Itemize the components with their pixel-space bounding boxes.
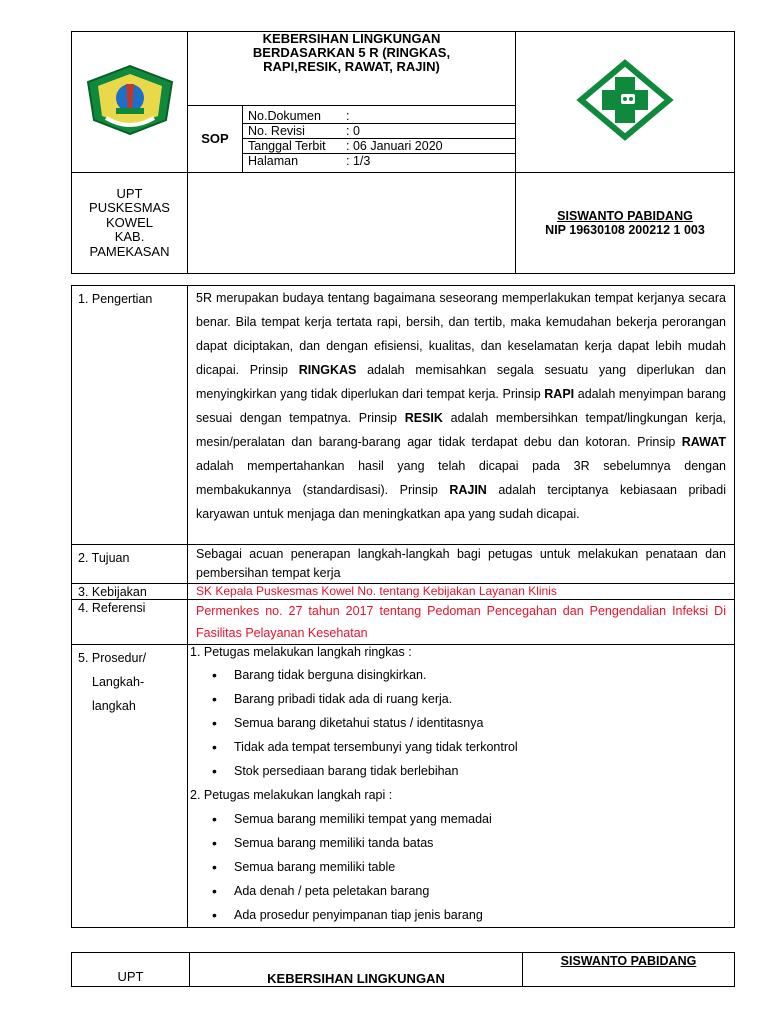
label-line: 5. Prosedur/ (78, 651, 147, 665)
list-item: • Semua barang memiliki table (210, 855, 734, 879)
meta-key: No. Revisi (248, 124, 305, 139)
principle-ringkas: RINGKAS (298, 363, 357, 377)
list-item: • Ada prosedur penyimpanan tiap jenis barang (210, 903, 734, 927)
section-row-referensi (72, 600, 735, 645)
principle-rapi: RAPI (544, 387, 575, 401)
principle-resik: RESIK (404, 411, 443, 425)
next-page-header-table (71, 952, 735, 987)
upt-line: KAB. (114, 229, 145, 245)
sop-header-table (71, 31, 735, 274)
list-item: • Ada denah / peta peletakan barang (210, 879, 734, 903)
label-line: Langkah- (92, 675, 145, 689)
upt-line: KOWEL (106, 214, 153, 230)
list-item: • Semua barang memiliki tanda batas (210, 831, 734, 855)
step-title: 1. Petugas melakukan langkah ringkas : (190, 645, 412, 659)
regency-logo-cell (72, 32, 188, 173)
meta-row (243, 124, 515, 139)
list-item: • Stok persediaan barang tidak berlebihan (210, 759, 734, 783)
text-run: 5R merupakan budaya tentang bagaimana seseorang memperlakukan tempat kerjanya secara benar. Bila tempat kerja tertata rapi, bersih, dan tertib, maka kemudahan bekerja perorangan dapat diciptakan, dan dengan efisiensi, kualitas, dan keselamatan kerja dapat lebih mudah dicapai. Prinsip (196, 291, 726, 377)
meta-value: : 06 Januari 2020 (346, 139, 443, 154)
footer-title: KEBERSIHAN LINGKUNGAN (190, 953, 523, 987)
referensi-text: Permenkes no. 27 tahun 2017 tentang Pedoman Pencegahan dan Pengendalian Infeksi Di Fasilitas Pelayanan Kesehatan (188, 600, 735, 645)
list-item: • Barang pribadi tidak ada di ruang kerja. (210, 687, 734, 711)
section-label: 1. Pengertian (72, 286, 188, 545)
footer-upt: UPT (72, 953, 190, 987)
kebijakan-text: SK Kepala Puskesmas Kowel No. tentang Kebijakan Layanan Klinis (188, 584, 735, 600)
sop-body-table (71, 285, 735, 928)
footer-signer-name: SISWANTO PABIDANG (523, 953, 735, 987)
text-run: adalah terciptanya kebiasaan pribadi karyawan untuk menjaga dan meningkatkan apa yang sudah dicapai. (196, 483, 726, 521)
text-run: adalah menyimpan barang sesuai dengan tempatnya. Prinsip (196, 387, 726, 425)
sop-label: SOP (188, 105, 243, 172)
signer-nip: NIP 19630108 200212 1 003 (545, 223, 705, 237)
section-row-tujuan (72, 545, 735, 584)
section-label: 4. Referensi (72, 600, 188, 645)
step-items (188, 663, 734, 783)
document-title (188, 32, 516, 106)
text-run: adalah mempertahankan hasil yang telah dicapai pada 3R sebelumnya dengan membakukannya (standardisasi). Prinsip (196, 459, 726, 497)
puskesmas-logo-icon (575, 59, 675, 141)
meta-row (243, 154, 515, 169)
section-row-pengertian (72, 286, 735, 545)
text-run: adalah membersihkan tempat/lingkungan kerja, mesin/peralatan dan barang-barang agar tidak terdapat debu dan kotoran. Prinsip (196, 411, 726, 449)
meta-key: Tanggal Terbit (248, 139, 326, 154)
list-item: • Semua barang diketahui status / identitasnya (210, 711, 734, 735)
section-label: 2. Tujuan (72, 545, 188, 584)
principle-rawat: RAWAT (681, 435, 726, 449)
meta-key: No.Dokumen (248, 109, 321, 124)
pengertian-text (188, 286, 735, 545)
document-meta-table (243, 109, 515, 168)
upt-line: PUSKESMAS (89, 200, 170, 216)
meta-row (243, 109, 515, 124)
meta-row (243, 139, 515, 154)
title-line-3: RAPI,RESIK, RAWAT, RAJIN) (263, 59, 440, 74)
meta-value: : 0 (346, 124, 360, 139)
step-title: 2. Petugas melakukan langkah rapi : (190, 788, 393, 802)
tujuan-text: Sebagai acuan penerapan langkah-langkah bagi petugas untuk melakukan penataan dan pembersihan tempat kerja (188, 545, 735, 584)
principle-rajin: RAJIN (449, 483, 487, 497)
text-run: adalah memisahkan segala sesuatu yang diperlukan dan menyingkirkan yang tidak diperlukan dari tempat kerja. Prinsip (196, 363, 726, 401)
signature-cell (516, 173, 735, 274)
section-row-kebijakan (72, 584, 735, 600)
pamekasan-emblem-icon (82, 62, 178, 138)
puskesmas-logo-cell (516, 32, 735, 173)
step-items (188, 807, 734, 927)
document-meta-cell (243, 105, 516, 172)
list-item: • Semua barang memiliki tempat yang memadai (210, 807, 734, 831)
section-row-prosedur (72, 645, 735, 928)
section-label: 3. Kebijakan (72, 584, 188, 600)
upt-line: PAMEKASAN (89, 243, 170, 259)
title-line-1: KEBERSIHAN LINGKUNGAN (262, 31, 441, 46)
label-line: langkah (92, 699, 136, 713)
meta-value: : 1/3 (346, 154, 371, 169)
section-label (72, 645, 188, 928)
meta-value: : (346, 109, 350, 124)
list-item: • Barang tidak berguna disingkirkan. (210, 663, 734, 687)
blank-cell (188, 173, 516, 274)
prosedur-steps (188, 645, 735, 928)
upt-cell (72, 173, 188, 274)
list-item: • Tidak ada tempat tersembunyi yang tidak terkontrol (210, 735, 734, 759)
title-line-2: BERDASARKAN 5 R (RINGKAS, (252, 45, 451, 60)
signer-name: SISWANTO PABIDANG (557, 209, 693, 223)
upt-line: UPT (116, 185, 143, 201)
meta-key: Halaman (248, 154, 299, 169)
